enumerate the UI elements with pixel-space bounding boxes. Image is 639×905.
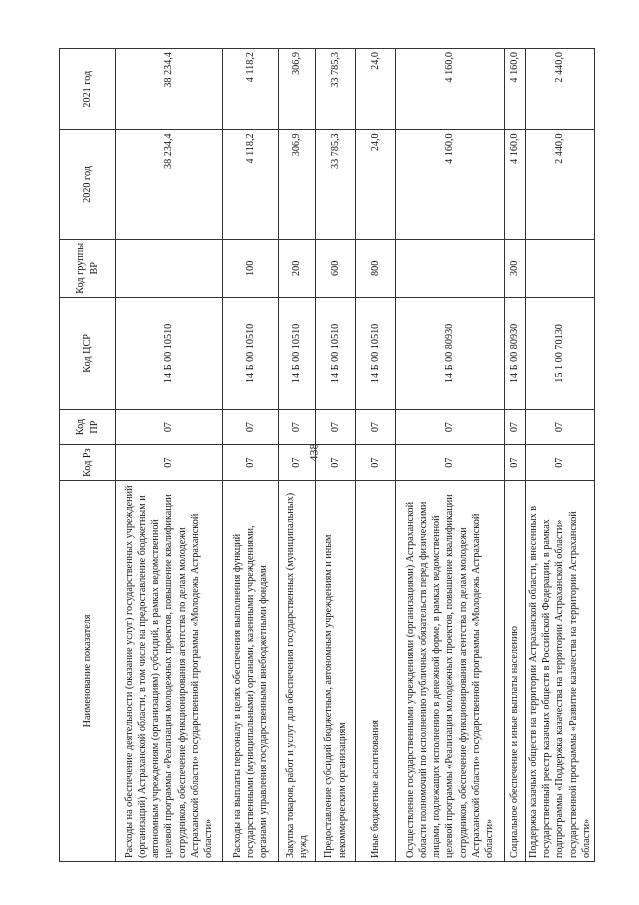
row-rz: 07 <box>356 445 396 481</box>
row-rz: 07 <box>279 445 316 481</box>
row-2020: 4 118,2 <box>223 130 279 239</box>
row-2020: 38 234,4 <box>116 130 223 239</box>
row-2020: 306,9 <box>279 130 316 239</box>
table-row <box>223 49 279 862</box>
row-csr: 14 Б 00 80930 <box>396 298 505 410</box>
table-row <box>116 49 223 862</box>
page-number: 438 <box>306 443 321 462</box>
row-vr <box>526 239 595 297</box>
row-rz: 07 <box>316 445 356 481</box>
row-vr: 600 <box>316 239 356 297</box>
row-name: Иные бюджетные ассигнования <box>356 480 396 861</box>
row-2021: 4 118,2 <box>223 49 279 130</box>
row-csr: 14 Б 00 10510 <box>316 298 356 410</box>
header-pr: Код ПР <box>60 409 116 445</box>
row-name: Поддержка казачьих обществ на территории Астраханской области, внесенных в государственный реестр казачьих обществ в Российской Федерации, в рамках подпрограммы «Поддержка казачества на территории Астраханской области» государственной программы «Развитие казачества на территории Астраханской области» <box>526 480 595 861</box>
table-row <box>396 49 505 862</box>
row-2021: 4 160,0 <box>396 49 505 130</box>
row-vr: 300 <box>505 239 526 297</box>
table-row <box>279 49 316 862</box>
row-2020: 33 785,3 <box>316 130 356 239</box>
row-pr: 07 <box>223 409 279 445</box>
row-pr: 07 <box>526 409 595 445</box>
row-rz: 07 <box>223 445 279 481</box>
row-vr <box>396 239 505 297</box>
row-2020: 2 440,0 <box>526 130 595 239</box>
header-name: Наименование показателя <box>60 480 116 861</box>
budget-table <box>59 48 595 862</box>
row-csr: 14 Б 00 10510 <box>223 298 279 410</box>
row-csr: 14 Б 00 10510 <box>356 298 396 410</box>
row-rz: 07 <box>116 445 223 481</box>
row-pr: 07 <box>505 409 526 445</box>
row-pr: 07 <box>279 409 316 445</box>
row-rz: 07 <box>396 445 505 481</box>
table-row <box>505 49 526 862</box>
row-pr: 07 <box>316 409 356 445</box>
row-name: Расходы на выплаты персоналу в целях обеспечения выполнения функций государственными (муниципальными) органами, казенными учреждениями, органами управления государственными внебюджетными фондами <box>223 480 279 861</box>
row-2021: 2 440,0 <box>526 49 595 130</box>
row-2020: 4 160,0 <box>396 130 505 239</box>
header-2021: 2021 год <box>60 49 116 130</box>
row-pr: 07 <box>396 409 505 445</box>
row-2021: 38 234,4 <box>116 49 223 130</box>
header-vr: Код группы ВР <box>60 239 116 297</box>
row-rz: 07 <box>526 445 595 481</box>
row-2021: 306,9 <box>279 49 316 130</box>
row-csr: 14 Б 00 10510 <box>116 298 223 410</box>
row-rz: 07 <box>505 445 526 481</box>
header-csr: Код ЦСР <box>60 298 116 410</box>
rotated-page <box>59 48 592 862</box>
row-csr: 14 Б 00 10510 <box>279 298 316 410</box>
row-2021: 4 160,0 <box>505 49 526 130</box>
row-2020: 4 160,0 <box>505 130 526 239</box>
row-pr: 07 <box>356 409 396 445</box>
row-csr: 14 Б 00 80930 <box>505 298 526 410</box>
row-vr: 800 <box>356 239 396 297</box>
row-name: Осуществление государственными учреждениями (организациями) Астраханской области полномочий по исполнению публичных обязательств перед физическими лицами, подлежащих исполнению в денежной форме, в рамках ведомственной целевой программы «Реализация молодежных проектов, повышение квалификации сотрудников, обеспечение функционирования агентства по делам молодежи Астраханской области» государственной программы «Молодежь Астраханской области» <box>396 480 505 861</box>
row-name: Социальное обеспечение и иные выплаты населению <box>505 480 526 861</box>
row-vr <box>116 239 223 297</box>
row-name: Закупка товаров, работ и услуг для обеспечения государственных (муниципальных) нужд <box>279 480 316 861</box>
header-2020: 2020 год <box>60 130 116 239</box>
row-csr: 15 1 00 70130 <box>526 298 595 410</box>
table-row <box>316 49 356 862</box>
row-name: Предоставление субсидий бюджетным, автономным учреждениям и иным некоммерческим организациям <box>316 480 356 861</box>
row-pr: 07 <box>116 409 223 445</box>
table-row <box>356 49 396 862</box>
header-rz: Код Рз <box>60 445 116 481</box>
row-name: Расходы на обеспечение деятельности (оказание услуг) государственных учреждений (организаций) Астраханской области, в том числе на предоставление бюджетным и автономным учреждениям (организациям) субсидий, в рамках ведомственной целевой программы «Реализация молодежных проектов, повышение квалификации сотрудников, обеспечение функционирования агентства по делам молодежи Астраханской области» государственной программы «Молодежь Астраханской области» <box>116 480 223 861</box>
row-2021: 24,0 <box>356 49 396 130</box>
row-vr: 100 <box>223 239 279 297</box>
row-2021: 33 785,3 <box>316 49 356 130</box>
row-vr: 200 <box>279 239 316 297</box>
table-row <box>526 49 595 862</box>
table-header-row <box>60 49 116 862</box>
row-2020: 24,0 <box>356 130 396 239</box>
